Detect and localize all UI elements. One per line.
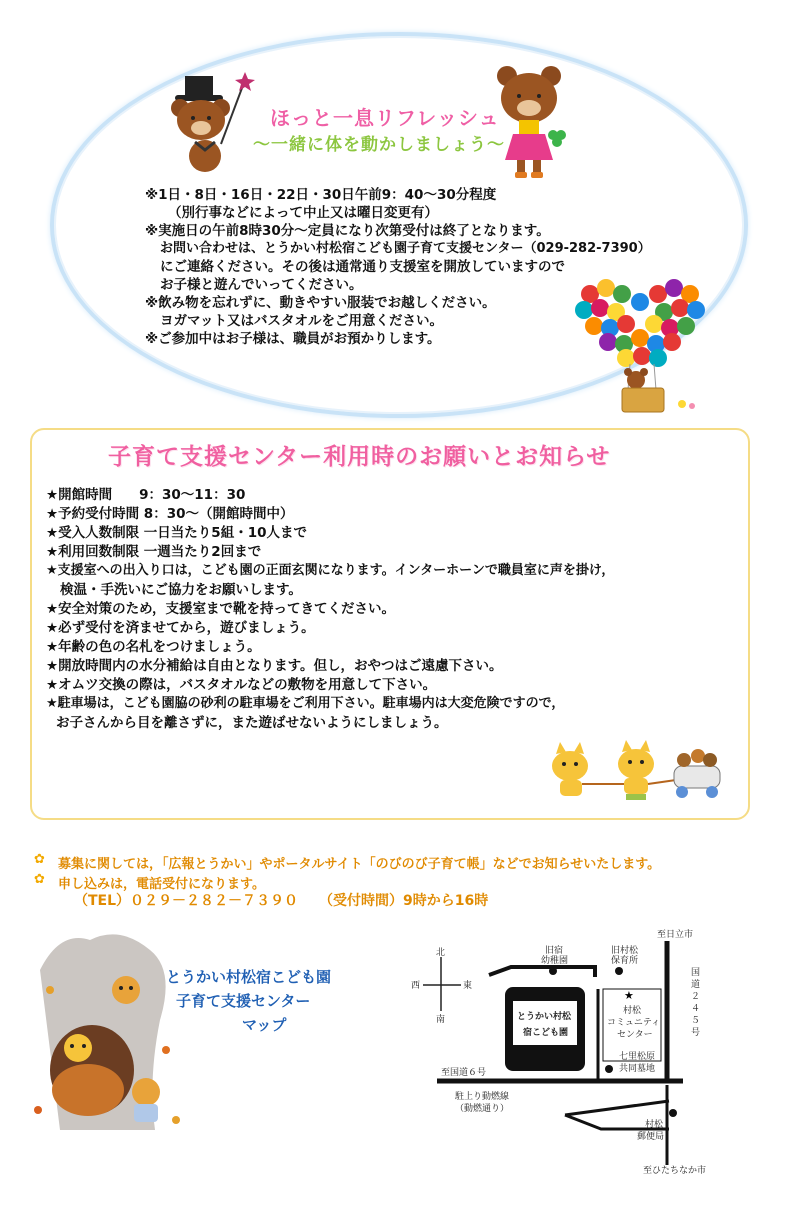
community-line-1: 村松 xyxy=(623,1006,642,1016)
flower-bullet-icon: ✿ xyxy=(34,872,45,887)
info-line-2: 申し込みは，電話受付になります。 xyxy=(58,877,265,892)
refresh-line: お子様と遊んでいってください。 xyxy=(160,277,363,293)
doen-line-label-2: （動燃通り） xyxy=(455,1104,510,1114)
clover-icon xyxy=(546,128,568,150)
info-line-1: 募集に関しては，「広報とうかい」やポータルサイト「のびのび子育て帳」などでお知らせいたします。 xyxy=(58,857,661,872)
school-name-line-1: とうかい村松 xyxy=(517,1012,572,1022)
notice-line: ★オムツ交換の際は，バスタオルなどの敷物を用意して下さい。 xyxy=(46,677,437,693)
notice-line: ★開館時間 9：30～11：30 xyxy=(46,487,246,503)
notice-line: ★年齢の色の名札をつけましょう。 xyxy=(46,639,261,655)
to-route6-label: 至国道６号 xyxy=(441,1068,487,1078)
cemetery-line-1: 七里松原 xyxy=(619,1052,656,1062)
cemetery-line-2: 共同墓地 xyxy=(619,1064,656,1074)
star-icon: ★ xyxy=(624,989,634,1002)
compass-north: 北 xyxy=(436,948,446,958)
svg-text:国: 国 xyxy=(691,968,701,978)
refresh-line: ※1日・8日・16日・22日・30日午前9：40～30分程度 xyxy=(145,187,497,203)
svg-text:４: ４ xyxy=(691,1004,701,1014)
notice-line: ★受入人数制限 一日当たり5組・10人まで xyxy=(46,525,307,541)
notice-title: 子育て支援センター利用時のお願いとお知らせ xyxy=(108,444,611,470)
bear-magician-illustration xyxy=(165,68,260,178)
refresh-subtitle: ～一緒に体を動かしましょう～ xyxy=(253,135,505,155)
notice-line: ★開放時間内の水分補給は自由となります。但し，おやつはご遠慮下さい。 xyxy=(46,658,503,674)
refresh-line: にご連絡ください。その後は通常通り支援室を開放していますので xyxy=(160,259,565,275)
community-line-2: コミュニティ xyxy=(607,1018,661,1028)
route245-label xyxy=(691,967,700,1038)
post-office-line-1: 村松 xyxy=(645,1120,664,1130)
notice-line: ★安全対策のため，支援室まで靴を持ってきてください。 xyxy=(46,601,396,617)
svg-text:２: ２ xyxy=(691,992,701,1002)
community-line-3: センター xyxy=(617,1030,653,1040)
compass-east: 東 xyxy=(463,981,473,991)
old-kindergarten-marker xyxy=(549,967,557,975)
road-doen xyxy=(565,1101,669,1115)
compass-west: 西 xyxy=(411,981,421,991)
cats-cart-illustration xyxy=(548,740,728,806)
doen-line-label-1: 駐上り動燃線 xyxy=(455,1092,510,1102)
refresh-title: ほっと一息リフレッシュ xyxy=(270,106,500,130)
cemetery-marker xyxy=(605,1065,613,1073)
notice-line: ★駐車場は，こども園脇の砂利の駐車場をご利用下さい。駐車場内は大変危険ですので， xyxy=(46,696,565,711)
notice-line: お子さんから目を離さずに，また遊ばせないようにしましょう。 xyxy=(56,715,448,731)
old-nursery-line-2: 保育所 xyxy=(611,956,639,966)
map-title-line-1: とうかい村松宿こども園 xyxy=(166,968,332,986)
info-line-3: （TEL）０２９－２８２－７３９０ （受付時間）9時から16時 xyxy=(74,893,489,909)
post-office-line-2: 郵便局 xyxy=(637,1132,665,1142)
notice-line: ★必ず受付を済ませてから，遊びましょう。 xyxy=(46,620,315,636)
post-office-marker xyxy=(669,1109,677,1117)
school-label-box xyxy=(513,1001,577,1045)
road-north-lane xyxy=(489,967,595,977)
notice-line: ★支援室への出入り口は，こども園の正面玄関になります。インターホーンで職員室に声を掛け， xyxy=(46,563,615,578)
refresh-line: （別行事などによって中止又は曜日変更有） xyxy=(168,205,438,221)
notice-line: ★予約受付時間 8：30～（開館時間中） xyxy=(46,506,294,522)
balloon-basket-illustration xyxy=(570,272,720,422)
notice-line: 検温・手洗いにご協力をお願いします。 xyxy=(60,582,302,598)
bear-girl-illustration xyxy=(495,62,565,182)
refresh-line: ※ご参加中はお子様は、職員がお預かりします。 xyxy=(145,331,441,347)
refresh-line: ※飲み物を忘れずに、動きやすい服装でお越しください。 xyxy=(145,295,496,311)
to-hitachinaka-label: 至ひたちなか市 xyxy=(643,1166,707,1176)
notice-line: ★利用回数制限 一週当たり2回まで xyxy=(46,544,262,560)
to-hitachi-label: 至日立市 xyxy=(657,930,694,940)
tree-animals-illustration xyxy=(30,930,180,1135)
map-title-line-3: マップ xyxy=(242,1016,287,1034)
compass-south: 南 xyxy=(436,1015,446,1025)
map-title-line-2: 子育て支援センター xyxy=(176,992,311,1010)
svg-text:道: 道 xyxy=(691,980,701,990)
old-nursery-marker xyxy=(615,967,623,975)
refresh-line: ※実施日の午前8時30分～定員になり次第受付は終了となります。 xyxy=(145,223,550,239)
flower-bullet-icon: ✿ xyxy=(34,852,45,867)
svg-text:号: 号 xyxy=(691,1028,701,1038)
old-kindergarten-line-1: 旧宿 xyxy=(545,946,564,956)
svg-text:５: ５ xyxy=(691,1016,701,1026)
access-map xyxy=(405,925,725,1180)
school-name-line-2: 宿こども園 xyxy=(523,1028,569,1038)
old-kindergarten-line-2: 幼稚園 xyxy=(541,956,569,966)
old-nursery-line-1: 旧村松 xyxy=(611,946,639,956)
refresh-line: ヨガマット又はバスタオルをご用意ください。 xyxy=(160,313,443,329)
refresh-line: お問い合わせは、とうかい村松宿こども園子育て支援センター（029-282-7390） xyxy=(160,241,651,256)
